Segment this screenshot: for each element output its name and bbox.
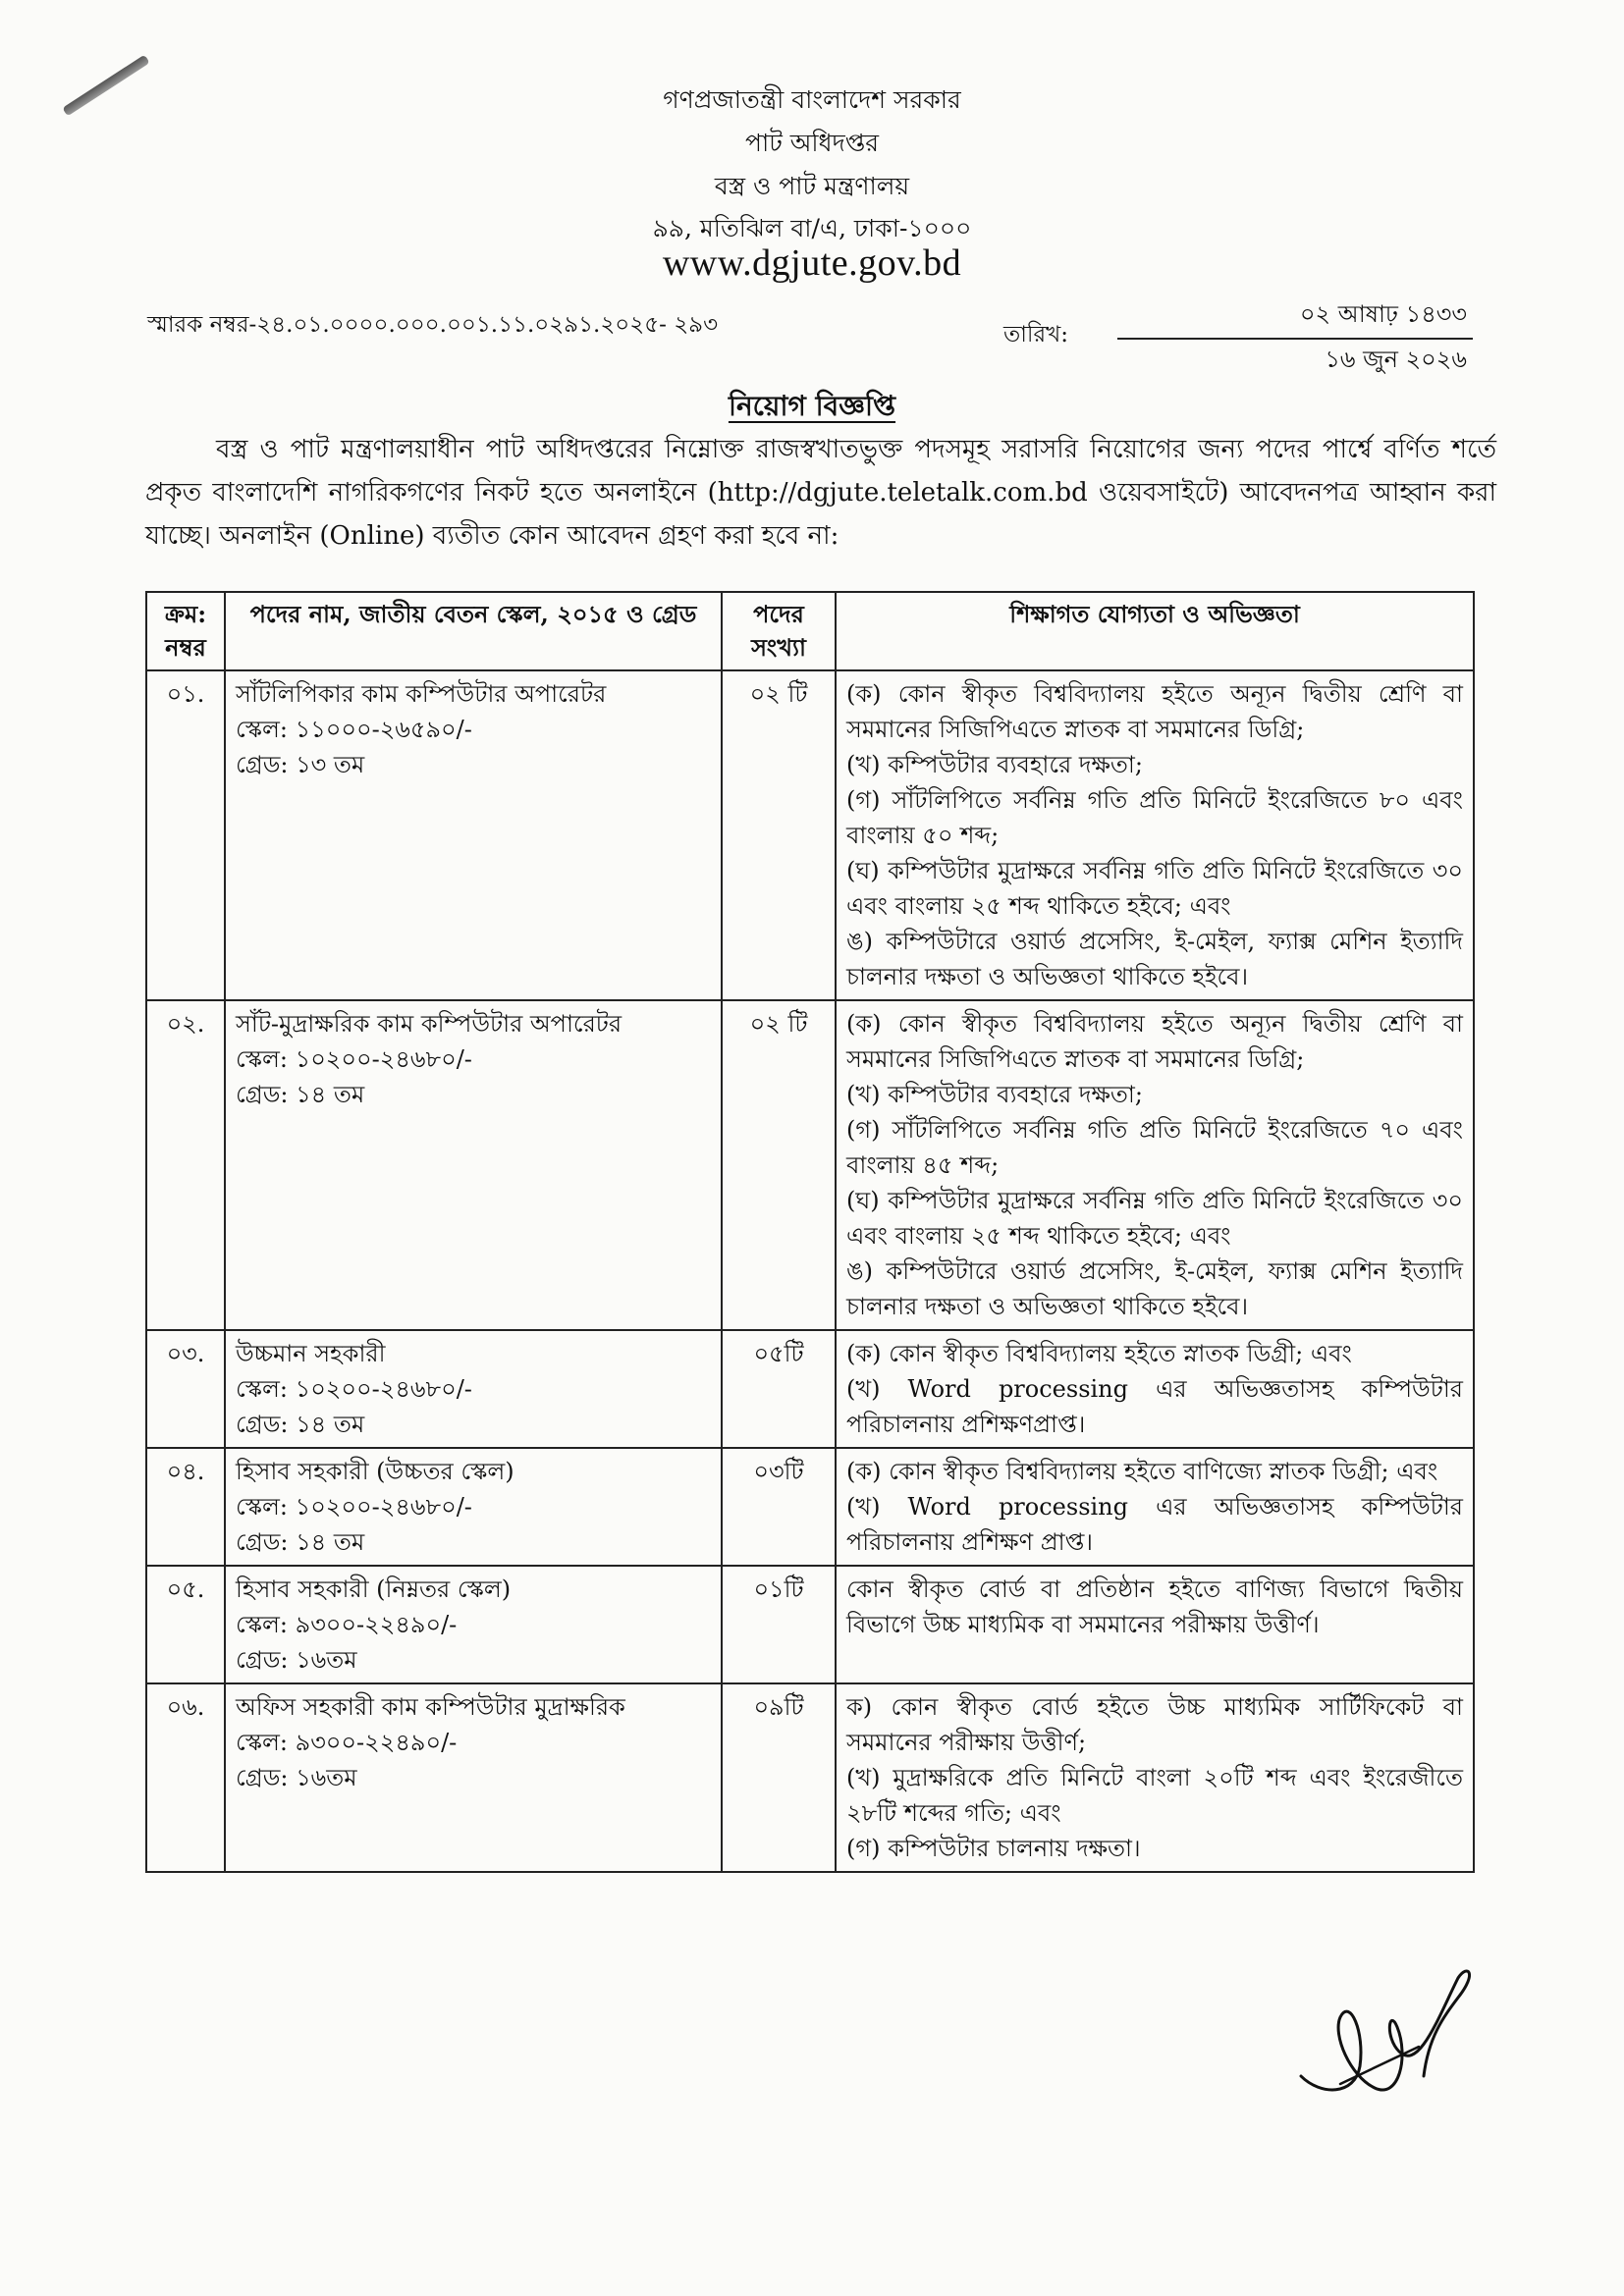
table-row	[146, 1566, 1474, 1683]
post-scale: স্কেল: ১০২০০-২৪৬৮০/-	[236, 1045, 472, 1073]
post-grade: গ্রেড: ১৪ তম	[236, 1528, 365, 1556]
qualification-item: (খ) কম্পিউটার ব্যবহারে দক্ষতা;	[846, 1081, 1143, 1108]
row-serial: ০৪.	[146, 1448, 225, 1566]
row-qualification	[836, 1683, 1474, 1872]
qualification-item: ঙ) কম্পিউটারে ওয়ার্ড প্রসেসিং, ই-মেইল, ফ্যাক্স মেশিন ইত্যাদি চালনার দক্ষতা ও অভিজ্ঞতা থাকিতে হইবে।	[846, 1257, 1463, 1320]
header-government: গণপ্রজাতন্ত্রী বাংলাদেশ সরকার	[663, 85, 961, 114]
header-qualification: শিক্ষাগত যোগ্যতা ও অভিজ্ঞতা	[836, 592, 1474, 670]
qualification-item: (ক) কোন স্বীকৃত বিশ্ববিদ্যালয় হইতে অন্যূন দ্বিতীয় শ্রেণি বা সমমানের সিজিপিএতে স্নাতক বা সমমানের ডিগ্রি;	[846, 680, 1463, 743]
post-scale: স্কেল: ১০২০০-২৪৬৮০/-	[236, 1375, 472, 1403]
qualification-item: (খ) মুদ্রাক্ষরিকে প্রতি মিনিটে বাংলা ২০টি শব্দ এবং ইংরেজীতে ২৮টি শব্দের গতি; এবং	[846, 1764, 1463, 1827]
row-post	[225, 670, 722, 1000]
qualification-item: (ক) কোন স্বীকৃত বিশ্ববিদ্যালয় হইতে অন্যূন দ্বিতীয় শ্রেণি বা সমমানের সিজিপিএতে স্নাতক বা সমমানের ডিগ্রি;	[846, 1010, 1463, 1073]
row-qualification	[836, 1000, 1474, 1330]
recruitment-table	[145, 591, 1475, 1873]
header-address: ৯৯, মতিঝিল বা/এ, ঢাকা-১০০০	[652, 214, 972, 242]
row-qualification	[836, 670, 1474, 1000]
row-qualification	[836, 1566, 1474, 1683]
row-post	[225, 1448, 722, 1566]
post-post: হিসাব সহকারী (উচ্চতর স্কেল)	[236, 1458, 514, 1485]
header-serial: ক্রম: নম্বর	[146, 592, 225, 670]
qualification-item: (গ) সাঁটলিপিতে সর্বনিম্ন গতি প্রতি মিনিটে ইংরেজিতে ৮০ এবং বাংলায় ৫০ শব্দ;	[846, 786, 1463, 849]
post-post: অফিস সহকারী কাম কম্পিউটার মুদ্রাক্ষরিক	[236, 1693, 625, 1721]
post-scale: স্কেল: ৯৩০০-২২৪৯০/-	[236, 1729, 458, 1756]
signature	[1281, 1958, 1488, 2106]
qualification-item: (গ) কম্পিউটার চালনায় দক্ষতা।	[846, 1835, 1141, 1862]
table-row	[146, 1448, 1474, 1566]
row-post-count: ০৯টি	[722, 1683, 836, 1872]
row-post-count: ০১টি	[722, 1566, 836, 1683]
post-scale: স্কেল: ১০২০০-২৪৬৮০/-	[236, 1493, 472, 1521]
qualification-item: (গ) সাঁটলিপিতে সর্বনিম্ন গতি প্রতি মিনিটে ইংরেজিতে ৭০ এবং বাংলায় ৪৫ শব্দ;	[846, 1116, 1463, 1179]
row-post	[225, 1000, 722, 1330]
qualification-item: (খ) Word processing এর অভিজ্ঞতাসহ কম্পিউটার পরিচালনায় প্রশিক্ষণ প্রাপ্ত।	[846, 1493, 1463, 1556]
date-label: তারিখ:	[1003, 322, 1069, 347]
post-grade: গ্রেড: ১৪ তম	[236, 1081, 365, 1108]
row-post-count: ০৫টি	[722, 1330, 836, 1448]
header-count: পদের সংখ্যা	[722, 592, 836, 670]
date-english: ১৬ জুন ২০২৬	[1325, 346, 1467, 373]
post-post: হিসাব সহকারী (নিম্নতর স্কেল)	[236, 1575, 512, 1603]
date-divider	[1117, 338, 1473, 340]
post-grade: গ্রেড: ১৩ তম	[236, 751, 365, 778]
qualification-item: ঙ) কম্পিউটারে ওয়ার্ড প্রসেসিং, ই-মেইল, ফ্যাক্স মেশিন ইত্যাদি চালনার দক্ষতা ও অভিজ্ঞতা থাকিতে হইবে।	[846, 928, 1463, 990]
post-post: সাঁটলিপিকার কাম কম্পিউটার অপারেটর	[236, 680, 607, 708]
qualification-item: (ক) কোন স্বীকৃত বিশ্ববিদ্যালয় হইতে বাণিজ্যে স্নাতক ডিগ্রী; এবং	[846, 1458, 1438, 1485]
table-row	[146, 1000, 1474, 1330]
date-bangla: ০২ আষাঢ় ১৪৩৩	[1299, 300, 1467, 328]
post-grade: গ্রেড: ১৬তম	[236, 1646, 357, 1674]
post-grade: গ্রেড: ১৪ তম	[236, 1411, 365, 1438]
row-post-count: ০২ টি	[722, 670, 836, 1000]
row-post-count: ০৩টি	[722, 1448, 836, 1566]
row-post	[225, 1330, 722, 1448]
table-header-row	[146, 592, 1474, 670]
row-serial: ০৫.	[146, 1566, 225, 1683]
qualification-item: (খ) কম্পিউটার ব্যবহারে দক্ষতা;	[846, 751, 1143, 778]
qualification-item: (ঘ) কম্পিউটার মুদ্রাক্ষরে সর্বনিম্ন গতি প্রতি মিনিটে ইংরেজিতে ৩০ এবং বাংলায় ২৫ শব্দ থাকিতে হইবে; এবং	[846, 1187, 1463, 1250]
post-post: সাঁট-মুদ্রাক্ষরিক কাম কম্পিউটার অপারেটর	[236, 1010, 623, 1038]
row-serial: ০২.	[146, 1000, 225, 1330]
row-qualification	[836, 1448, 1474, 1566]
qualification-item: (খ) Word processing এর অভিজ্ঞতাসহ কম্পিউটার পরিচালনায় প্রশিক্ষণপ্রাপ্ত।	[846, 1375, 1463, 1438]
row-post	[225, 1683, 722, 1872]
memo-number: স্মারক নম্বর-২৪.০১.০০০০.০০০.০০১.১১.০২৯১.২০২৫- ২৯৩	[147, 312, 719, 338]
header-department: পাট অধিদপ্তর	[744, 129, 880, 157]
qualification-item: (ঘ) কম্পিউটার মুদ্রাক্ষরে সর্বনিম্ন গতি প্রতি মিনিটে ইংরেজিতে ৩০ এবং বাংলায় ২৫ শব্দ থাকিতে হইবে; এবং	[846, 857, 1463, 920]
table-row	[146, 670, 1474, 1000]
notice-title: নিয়োগ বিজ্ঞপ্তি	[728, 390, 896, 422]
post-scale: স্কেল: ৯৩০০-২২৪৯০/-	[236, 1611, 458, 1638]
header-post: পদের নাম, জাতীয় বেতন স্কেল, ২০১৫ ও গ্রেড	[225, 592, 722, 670]
header-ministry: বস্ত্র ও পাট মন্ত্রণালয়	[714, 172, 910, 200]
table-row	[146, 1330, 1474, 1448]
post-scale: স্কেল: ১১০০০-২৬৫৯০/-	[236, 716, 472, 743]
table-row	[146, 1683, 1474, 1872]
qualification-item: ক) কোন স্বীকৃত বোর্ড হইতে উচ্চ মাধ্যমিক সার্টিফিকেট বা সমমানের পরীক্ষায় উত্তীর্ণ;	[846, 1693, 1463, 1756]
row-post	[225, 1566, 722, 1683]
row-serial: ০৩.	[146, 1330, 225, 1448]
row-post-count: ০২ টি	[722, 1000, 836, 1330]
row-qualification	[836, 1330, 1474, 1448]
post-post: উচ্চমান সহকারী	[236, 1340, 386, 1367]
qualification-item: (ক) কোন স্বীকৃত বিশ্ববিদ্যালয় হইতে স্নাতক ডিগ্রী; এবং	[846, 1340, 1352, 1367]
post-grade: গ্রেড: ১৬তম	[236, 1764, 357, 1791]
header-website: www.dgjute.gov.bd	[662, 242, 962, 284]
row-serial: ০১.	[146, 670, 225, 1000]
qualification-item: কোন স্বীকৃত বোর্ড বা প্রতিষ্ঠান হইতে বাণিজ্য বিভাগে দ্বিতীয় বিভাগে উচ্চ মাধ্যমিক বা সমমানের পরীক্ষায় উত্তীর্ণ।	[846, 1575, 1463, 1638]
intro-paragraph: বস্ত্র ও পাট মন্ত্রণালয়াধীন পাট অধিদপ্তরের নিম্নোক্ত রাজস্বখাতভুক্ত পদসমূহ সরাসরি নিয়োগের জন্য পদের পার্শ্বে বর্ণিত শর্তে প্রকৃত বাংলাদেশি নাগরিকগণের নিকট হতে অনলাইনে (http://dgjute.teletalk.com.bd ওয়েবসাইটে) আবেদনপত্র আহ্বান করা যাচ্ছে। অনলাইন (Online) ব্যতীত কোন আবেদন গ্রহণ করা হবে না:	[145, 435, 1496, 551]
row-serial: ০৬.	[146, 1683, 225, 1872]
